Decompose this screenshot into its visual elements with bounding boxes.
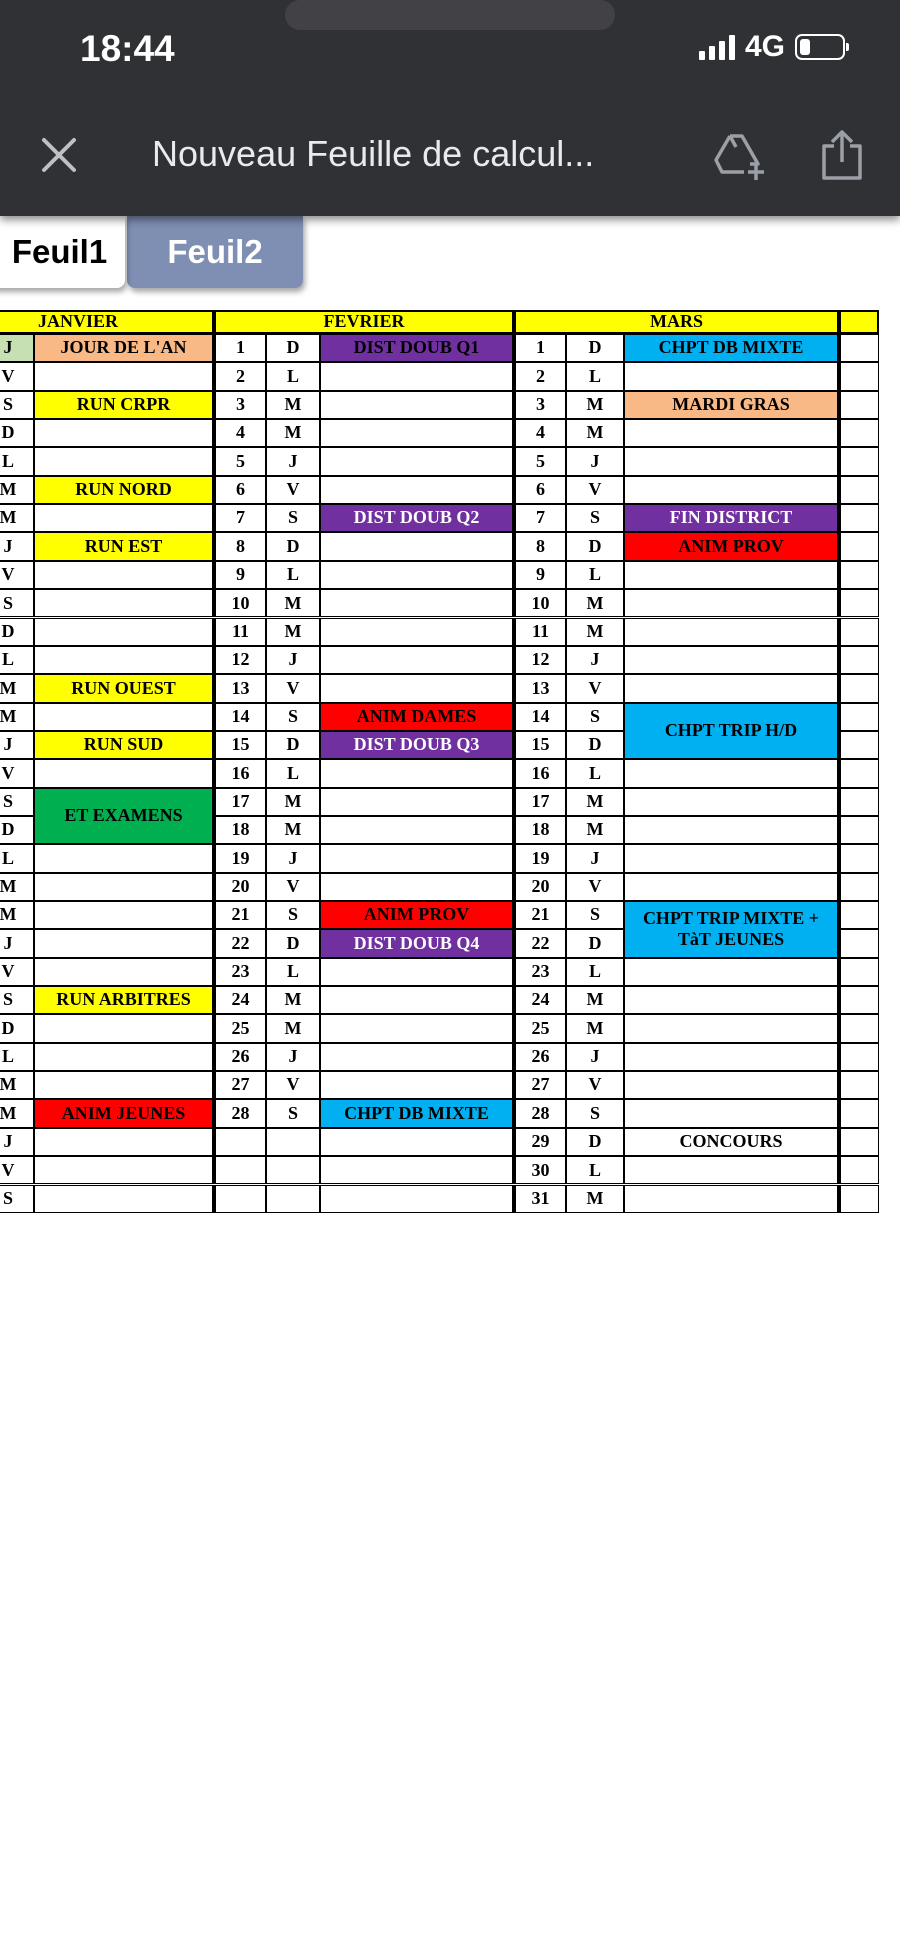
weekday-cell[interactable]: M <box>266 788 320 816</box>
day-number-cell[interactable]: 8 <box>514 532 566 560</box>
day-number-cell[interactable]: 26 <box>214 1043 266 1071</box>
day-number-cell[interactable]: 20 <box>214 873 266 901</box>
signal-icon <box>699 34 735 60</box>
event-cell[interactable] <box>624 844 839 872</box>
day-number-cell[interactable] <box>839 1185 879 1213</box>
day-number-cell[interactable] <box>839 1156 879 1184</box>
day-number-cell[interactable] <box>214 1128 266 1156</box>
weekday-cell[interactable]: V <box>266 1071 320 1099</box>
month-header[interactable]: JANVIER <box>0 310 214 334</box>
weekday-cell[interactable]: M <box>566 618 624 646</box>
weekday-cell[interactable]: M <box>266 391 320 419</box>
event-cell[interactable] <box>624 1014 839 1042</box>
weekday-cell[interactable]: D <box>0 1014 34 1042</box>
weekday-cell[interactable]: V <box>0 958 34 986</box>
event-label[interactable]: ANIM JEUNES <box>34 1099 214 1127</box>
weekday-cell[interactable]: J <box>266 646 320 674</box>
weekday-cell[interactable]: M <box>566 986 624 1014</box>
day-number-cell[interactable] <box>839 731 879 759</box>
day-number-cell[interactable] <box>839 504 879 532</box>
weekday-cell[interactable]: S <box>266 504 320 532</box>
app-toolbar <box>0 0 900 216</box>
event-cell[interactable] <box>624 674 839 702</box>
weekday-cell[interactable]: M <box>266 419 320 447</box>
weekday-cell[interactable]: S <box>566 703 624 731</box>
weekday-cell[interactable]: S <box>266 703 320 731</box>
day-number-cell[interactable] <box>839 873 879 901</box>
day-number-cell[interactable]: 4 <box>514 419 566 447</box>
weekday-cell[interactable]: L <box>566 1156 624 1184</box>
weekday-cell[interactable]: S <box>0 391 34 419</box>
weekday-cell[interactable]: L <box>266 958 320 986</box>
weekday-cell[interactable]: M <box>266 589 320 617</box>
event-cell[interactable] <box>320 958 514 986</box>
weekday-cell[interactable]: L <box>0 1043 34 1071</box>
event-cell[interactable] <box>320 1128 514 1156</box>
day-number-cell[interactable]: 2 <box>514 362 566 390</box>
event-label[interactable]: ANIM DAMES <box>320 703 514 731</box>
event-cell[interactable] <box>320 674 514 702</box>
day-number-cell[interactable]: 22 <box>214 929 266 957</box>
weekday-cell[interactable]: D <box>266 532 320 560</box>
event-cell[interactable] <box>320 816 514 844</box>
day-number-cell[interactable] <box>839 646 879 674</box>
event-cell[interactable] <box>34 873 214 901</box>
day-number-cell[interactable] <box>839 362 879 390</box>
day-number-cell[interactable]: 25 <box>514 1014 566 1042</box>
event-cell[interactable] <box>34 447 214 475</box>
weekday-cell[interactable]: M <box>266 618 320 646</box>
weekday-cell[interactable]: D <box>266 929 320 957</box>
day-number-cell[interactable]: 13 <box>514 674 566 702</box>
weekday-cell[interactable]: M <box>0 476 34 504</box>
weekday-cell[interactable] <box>266 1156 320 1184</box>
day-number-cell[interactable]: 20 <box>514 873 566 901</box>
event-label[interactable]: ET EXAMENS <box>34 788 214 845</box>
day-number-cell[interactable]: 16 <box>514 759 566 787</box>
weekday-cell[interactable]: S <box>0 1185 34 1213</box>
event-cell[interactable] <box>34 589 214 617</box>
day-number-cell[interactable]: 27 <box>514 1071 566 1099</box>
day-number-cell[interactable]: 1 <box>514 334 566 362</box>
day-number-cell[interactable]: 6 <box>514 476 566 504</box>
event-label[interactable]: DIST DOUB Q4 <box>320 929 514 957</box>
event-label[interactable]: JOUR DE L'AN <box>34 334 214 362</box>
weekday-cell[interactable]: J <box>0 731 34 759</box>
event-cell[interactable] <box>624 561 839 589</box>
event-cell[interactable] <box>320 419 514 447</box>
month-header[interactable] <box>839 310 879 334</box>
weekday-cell[interactable]: L <box>566 561 624 589</box>
weekday-cell[interactable] <box>266 1128 320 1156</box>
event-label[interactable]: RUN OUEST <box>34 674 214 702</box>
weekday-cell[interactable]: M <box>0 1099 34 1127</box>
weekday-cell[interactable]: V <box>0 1156 34 1184</box>
event-cell[interactable] <box>624 419 839 447</box>
weekday-cell[interactable]: S <box>566 1099 624 1127</box>
event-label[interactable]: CHPT TRIP H/D <box>624 703 839 760</box>
day-number-cell[interactable] <box>839 1071 879 1099</box>
day-number-cell[interactable]: 15 <box>214 731 266 759</box>
day-number-cell[interactable]: 14 <box>514 703 566 731</box>
day-number-cell[interactable] <box>839 1014 879 1042</box>
day-number-cell[interactable]: 10 <box>514 589 566 617</box>
day-number-cell[interactable] <box>839 759 879 787</box>
weekday-cell[interactable]: V <box>266 674 320 702</box>
weekday-cell[interactable]: J <box>0 532 34 560</box>
weekday-cell[interactable]: D <box>0 816 34 844</box>
weekday-cell[interactable]: S <box>0 986 34 1014</box>
weekday-cell[interactable]: D <box>566 929 624 957</box>
close-icon[interactable] <box>36 132 82 178</box>
weekday-cell[interactable]: D <box>0 419 34 447</box>
event-cell[interactable] <box>34 646 214 674</box>
weekday-cell[interactable]: V <box>566 674 624 702</box>
day-number-cell[interactable] <box>839 618 879 646</box>
day-number-cell[interactable] <box>839 901 879 929</box>
day-number-cell[interactable]: 6 <box>214 476 266 504</box>
day-number-cell[interactable] <box>839 589 879 617</box>
day-number-cell[interactable]: 8 <box>214 532 266 560</box>
day-number-cell[interactable]: 23 <box>214 958 266 986</box>
event-cell[interactable] <box>320 759 514 787</box>
weekday-cell[interactable]: J <box>566 447 624 475</box>
day-number-cell[interactable]: 13 <box>214 674 266 702</box>
day-number-cell[interactable] <box>839 1128 879 1156</box>
day-number-cell[interactable]: 5 <box>214 447 266 475</box>
day-number-cell[interactable]: 7 <box>514 504 566 532</box>
event-cell[interactable] <box>320 646 514 674</box>
event-cell[interactable] <box>34 703 214 731</box>
weekday-cell[interactable]: J <box>566 844 624 872</box>
day-number-cell[interactable]: 21 <box>514 901 566 929</box>
weekday-cell[interactable]: V <box>566 476 624 504</box>
event-label[interactable]: ANIM PROV <box>320 901 514 929</box>
event-label[interactable]: FIN DISTRICT <box>624 504 839 532</box>
event-cell[interactable] <box>624 589 839 617</box>
weekday-cell[interactable]: V <box>266 476 320 504</box>
weekday-cell[interactable]: D <box>566 1128 624 1156</box>
event-cell[interactable] <box>34 929 214 957</box>
day-number-cell[interactable]: 24 <box>214 986 266 1014</box>
day-number-cell[interactable]: 12 <box>514 646 566 674</box>
day-number-cell[interactable]: 9 <box>514 561 566 589</box>
weekday-cell[interactable]: L <box>266 362 320 390</box>
day-number-cell[interactable]: 24 <box>514 986 566 1014</box>
event-cell[interactable] <box>320 873 514 901</box>
day-number-cell[interactable]: 18 <box>214 816 266 844</box>
weekday-cell[interactable]: M <box>566 391 624 419</box>
day-number-cell[interactable]: 17 <box>514 788 566 816</box>
weekday-cell[interactable]: M <box>566 419 624 447</box>
event-cell[interactable] <box>34 958 214 986</box>
event-cell[interactable] <box>624 646 839 674</box>
day-number-cell[interactable]: 30 <box>514 1156 566 1184</box>
weekday-cell[interactable]: M <box>266 1014 320 1042</box>
event-cell[interactable] <box>624 958 839 986</box>
event-label[interactable]: CONCOURS <box>624 1128 839 1156</box>
event-label[interactable]: ANIM PROV <box>624 532 839 560</box>
day-number-cell[interactable]: 9 <box>214 561 266 589</box>
event-cell[interactable] <box>624 1043 839 1071</box>
day-number-cell[interactable]: 1 <box>214 334 266 362</box>
weekday-cell[interactable]: S <box>566 901 624 929</box>
day-number-cell[interactable]: 22 <box>514 929 566 957</box>
event-cell[interactable] <box>624 1099 839 1127</box>
day-number-cell[interactable]: 15 <box>514 731 566 759</box>
event-label[interactable]: RUN CRPR <box>34 391 214 419</box>
weekday-cell[interactable]: L <box>566 362 624 390</box>
weekday-cell[interactable]: V <box>566 1071 624 1099</box>
event-label[interactable]: DIST DOUB Q1 <box>320 334 514 362</box>
event-cell[interactable] <box>320 476 514 504</box>
weekday-cell[interactable]: L <box>566 759 624 787</box>
weekday-cell[interactable]: J <box>266 1043 320 1071</box>
event-cell[interactable] <box>320 618 514 646</box>
event-cell[interactable] <box>34 362 214 390</box>
event-cell[interactable] <box>624 1185 839 1213</box>
event-cell[interactable] <box>320 1014 514 1042</box>
day-number-cell[interactable] <box>839 844 879 872</box>
weekday-cell[interactable]: D <box>566 334 624 362</box>
day-number-cell[interactable]: 27 <box>214 1071 266 1099</box>
event-cell[interactable] <box>320 447 514 475</box>
event-label[interactable]: RUN SUD <box>34 731 214 759</box>
day-number-cell[interactable] <box>839 788 879 816</box>
event-cell[interactable] <box>624 873 839 901</box>
day-number-cell[interactable]: 19 <box>214 844 266 872</box>
weekday-cell[interactable]: L <box>566 958 624 986</box>
day-number-cell[interactable] <box>839 447 879 475</box>
event-label[interactable]: MARDI GRAS <box>624 391 839 419</box>
day-number-cell[interactable] <box>839 816 879 844</box>
weekday-cell[interactable] <box>266 1185 320 1213</box>
event-cell[interactable] <box>624 362 839 390</box>
day-number-cell[interactable]: 25 <box>214 1014 266 1042</box>
weekday-cell[interactable]: M <box>0 703 34 731</box>
weekday-cell[interactable]: M <box>266 816 320 844</box>
event-cell[interactable] <box>34 759 214 787</box>
day-number-cell[interactable]: 11 <box>214 618 266 646</box>
weekday-cell[interactable]: S <box>0 788 34 816</box>
day-number-cell[interactable]: 29 <box>514 1128 566 1156</box>
network-type: 4G <box>744 30 785 63</box>
day-number-cell[interactable]: 12 <box>214 646 266 674</box>
dynamic-island <box>285 0 615 30</box>
weekday-cell[interactable]: S <box>266 1099 320 1127</box>
event-cell[interactable] <box>34 844 214 872</box>
event-cell[interactable] <box>624 816 839 844</box>
weekday-cell[interactable]: S <box>566 504 624 532</box>
month-header[interactable]: FEVRIER <box>214 310 514 334</box>
day-number-cell[interactable]: 4 <box>214 419 266 447</box>
event-cell[interactable] <box>320 986 514 1014</box>
day-number-cell[interactable] <box>839 476 879 504</box>
day-number-cell[interactable]: 28 <box>214 1099 266 1127</box>
weekday-cell[interactable]: V <box>566 873 624 901</box>
weekday-cell[interactable]: L <box>266 561 320 589</box>
weekday-cell[interactable]: L <box>266 759 320 787</box>
weekday-cell[interactable]: S <box>0 589 34 617</box>
event-cell[interactable] <box>34 1156 214 1184</box>
event-label[interactable]: DIST DOUB Q2 <box>320 504 514 532</box>
day-number-cell[interactable] <box>839 1099 879 1127</box>
weekday-cell[interactable]: J <box>566 646 624 674</box>
weekday-cell[interactable]: M <box>566 816 624 844</box>
day-number-cell[interactable] <box>839 532 879 560</box>
weekday-cell[interactable]: V <box>266 873 320 901</box>
weekday-cell[interactable]: J <box>0 929 34 957</box>
event-cell[interactable] <box>34 504 214 532</box>
event-cell[interactable] <box>320 788 514 816</box>
weekday-cell[interactable]: V <box>0 362 34 390</box>
event-cell[interactable] <box>34 901 214 929</box>
day-number-cell[interactable]: 26 <box>514 1043 566 1071</box>
day-number-cell[interactable]: 28 <box>514 1099 566 1127</box>
weekday-cell[interactable]: M <box>0 504 34 532</box>
event-cell[interactable] <box>34 1014 214 1042</box>
tab-feuil1[interactable]: Feuil1 <box>0 216 125 288</box>
event-cell[interactable] <box>624 788 839 816</box>
event-cell[interactable] <box>320 532 514 560</box>
event-cell[interactable] <box>624 1071 839 1099</box>
event-label[interactable]: RUN EST <box>34 532 214 560</box>
day-number-cell[interactable] <box>214 1156 266 1184</box>
weekday-cell[interactable]: D <box>0 618 34 646</box>
event-label[interactable]: RUN NORD <box>34 476 214 504</box>
status-indicators <box>699 30 845 64</box>
day-number-cell[interactable]: 16 <box>214 759 266 787</box>
month-header[interactable]: MARS <box>514 310 839 334</box>
event-cell[interactable] <box>320 844 514 872</box>
weekday-cell[interactable]: M <box>566 589 624 617</box>
event-cell[interactable] <box>34 1043 214 1071</box>
day-number-cell[interactable]: 18 <box>514 816 566 844</box>
day-number-cell[interactable]: 19 <box>514 844 566 872</box>
event-label[interactable]: CHPT TRIP MIXTE + TàT JEUNES <box>624 901 839 958</box>
day-number-cell[interactable]: 7 <box>214 504 266 532</box>
event-cell[interactable] <box>34 1185 214 1213</box>
day-number-cell[interactable] <box>839 1043 879 1071</box>
weekday-cell[interactable]: S <box>266 901 320 929</box>
day-number-cell[interactable]: 11 <box>514 618 566 646</box>
weekday-cell[interactable]: L <box>0 447 34 475</box>
event-label[interactable]: CHPT DB MIXTE <box>624 334 839 362</box>
event-cell[interactable] <box>34 1128 214 1156</box>
event-cell[interactable] <box>320 1071 514 1099</box>
day-number-cell[interactable]: 5 <box>514 447 566 475</box>
tab-feuil2[interactable]: Feuil2 <box>127 216 303 288</box>
battery-icon <box>795 34 845 60</box>
day-number-cell[interactable]: 21 <box>214 901 266 929</box>
event-cell[interactable] <box>320 561 514 589</box>
weekday-cell[interactable]: L <box>0 646 34 674</box>
day-number-cell[interactable] <box>839 674 879 702</box>
event-label[interactable]: RUN ARBITRES <box>34 986 214 1014</box>
event-cell[interactable] <box>320 1156 514 1184</box>
event-cell[interactable] <box>624 618 839 646</box>
day-number-cell[interactable] <box>839 703 879 731</box>
event-cell[interactable] <box>34 618 214 646</box>
status-time: 18:44 <box>80 28 175 69</box>
weekday-cell[interactable]: J <box>266 447 320 475</box>
event-cell[interactable] <box>34 1071 214 1099</box>
weekday-cell[interactable]: L <box>0 844 34 872</box>
event-label[interactable]: CHPT DB MIXTE <box>320 1099 514 1127</box>
day-number-cell[interactable] <box>839 986 879 1014</box>
weekday-cell[interactable]: J <box>266 844 320 872</box>
day-number-cell[interactable] <box>839 958 879 986</box>
day-number-cell[interactable]: 31 <box>514 1185 566 1213</box>
day-number-cell[interactable]: 2 <box>214 362 266 390</box>
day-number-cell[interactable] <box>839 929 879 957</box>
weekday-cell[interactable]: M <box>0 901 34 929</box>
event-label[interactable]: DIST DOUB Q3 <box>320 731 514 759</box>
event-cell[interactable] <box>320 1185 514 1213</box>
day-number-cell[interactable] <box>839 391 879 419</box>
day-number-cell[interactable] <box>839 561 879 589</box>
weekday-cell[interactable]: D <box>566 731 624 759</box>
weekday-cell[interactable]: V <box>0 561 34 589</box>
event-cell[interactable] <box>320 1043 514 1071</box>
event-cell[interactable] <box>624 476 839 504</box>
weekday-cell[interactable]: J <box>0 1128 34 1156</box>
weekday-cell[interactable]: V <box>0 759 34 787</box>
day-number-cell[interactable] <box>839 334 879 362</box>
day-number-cell[interactable]: 3 <box>214 391 266 419</box>
day-number-cell[interactable]: 10 <box>214 589 266 617</box>
event-cell[interactable] <box>624 986 839 1014</box>
add-to-drive-icon[interactable] <box>712 130 768 182</box>
event-cell[interactable] <box>624 759 839 787</box>
weekday-cell[interactable]: D <box>566 532 624 560</box>
day-number-cell[interactable]: 3 <box>514 391 566 419</box>
weekday-cell[interactable]: D <box>266 334 320 362</box>
day-number-cell[interactable] <box>214 1185 266 1213</box>
event-cell[interactable] <box>624 447 839 475</box>
weekday-cell[interactable]: M <box>566 1014 624 1042</box>
weekday-cell[interactable]: J <box>566 1043 624 1071</box>
weekday-cell[interactable]: M <box>566 788 624 816</box>
weekday-cell[interactable]: M <box>0 1071 34 1099</box>
share-icon[interactable] <box>818 128 866 182</box>
weekday-cell[interactable]: M <box>266 986 320 1014</box>
day-number-cell[interactable]: 14 <box>214 703 266 731</box>
weekday-cell[interactable]: M <box>566 1185 624 1213</box>
event-cell[interactable] <box>34 561 214 589</box>
day-number-cell[interactable]: 17 <box>214 788 266 816</box>
day-number-cell[interactable]: 23 <box>514 958 566 986</box>
event-cell[interactable] <box>320 391 514 419</box>
event-cell[interactable] <box>320 362 514 390</box>
weekday-cell[interactable]: M <box>0 674 34 702</box>
document-title: Nouveau Feuille de calcul... <box>152 133 595 174</box>
weekday-cell[interactable]: J <box>0 334 34 362</box>
event-cell[interactable] <box>320 589 514 617</box>
weekday-cell[interactable]: D <box>266 731 320 759</box>
event-cell[interactable] <box>34 419 214 447</box>
weekday-cell[interactable]: M <box>0 873 34 901</box>
day-number-cell[interactable] <box>839 419 879 447</box>
event-cell[interactable] <box>624 1156 839 1184</box>
